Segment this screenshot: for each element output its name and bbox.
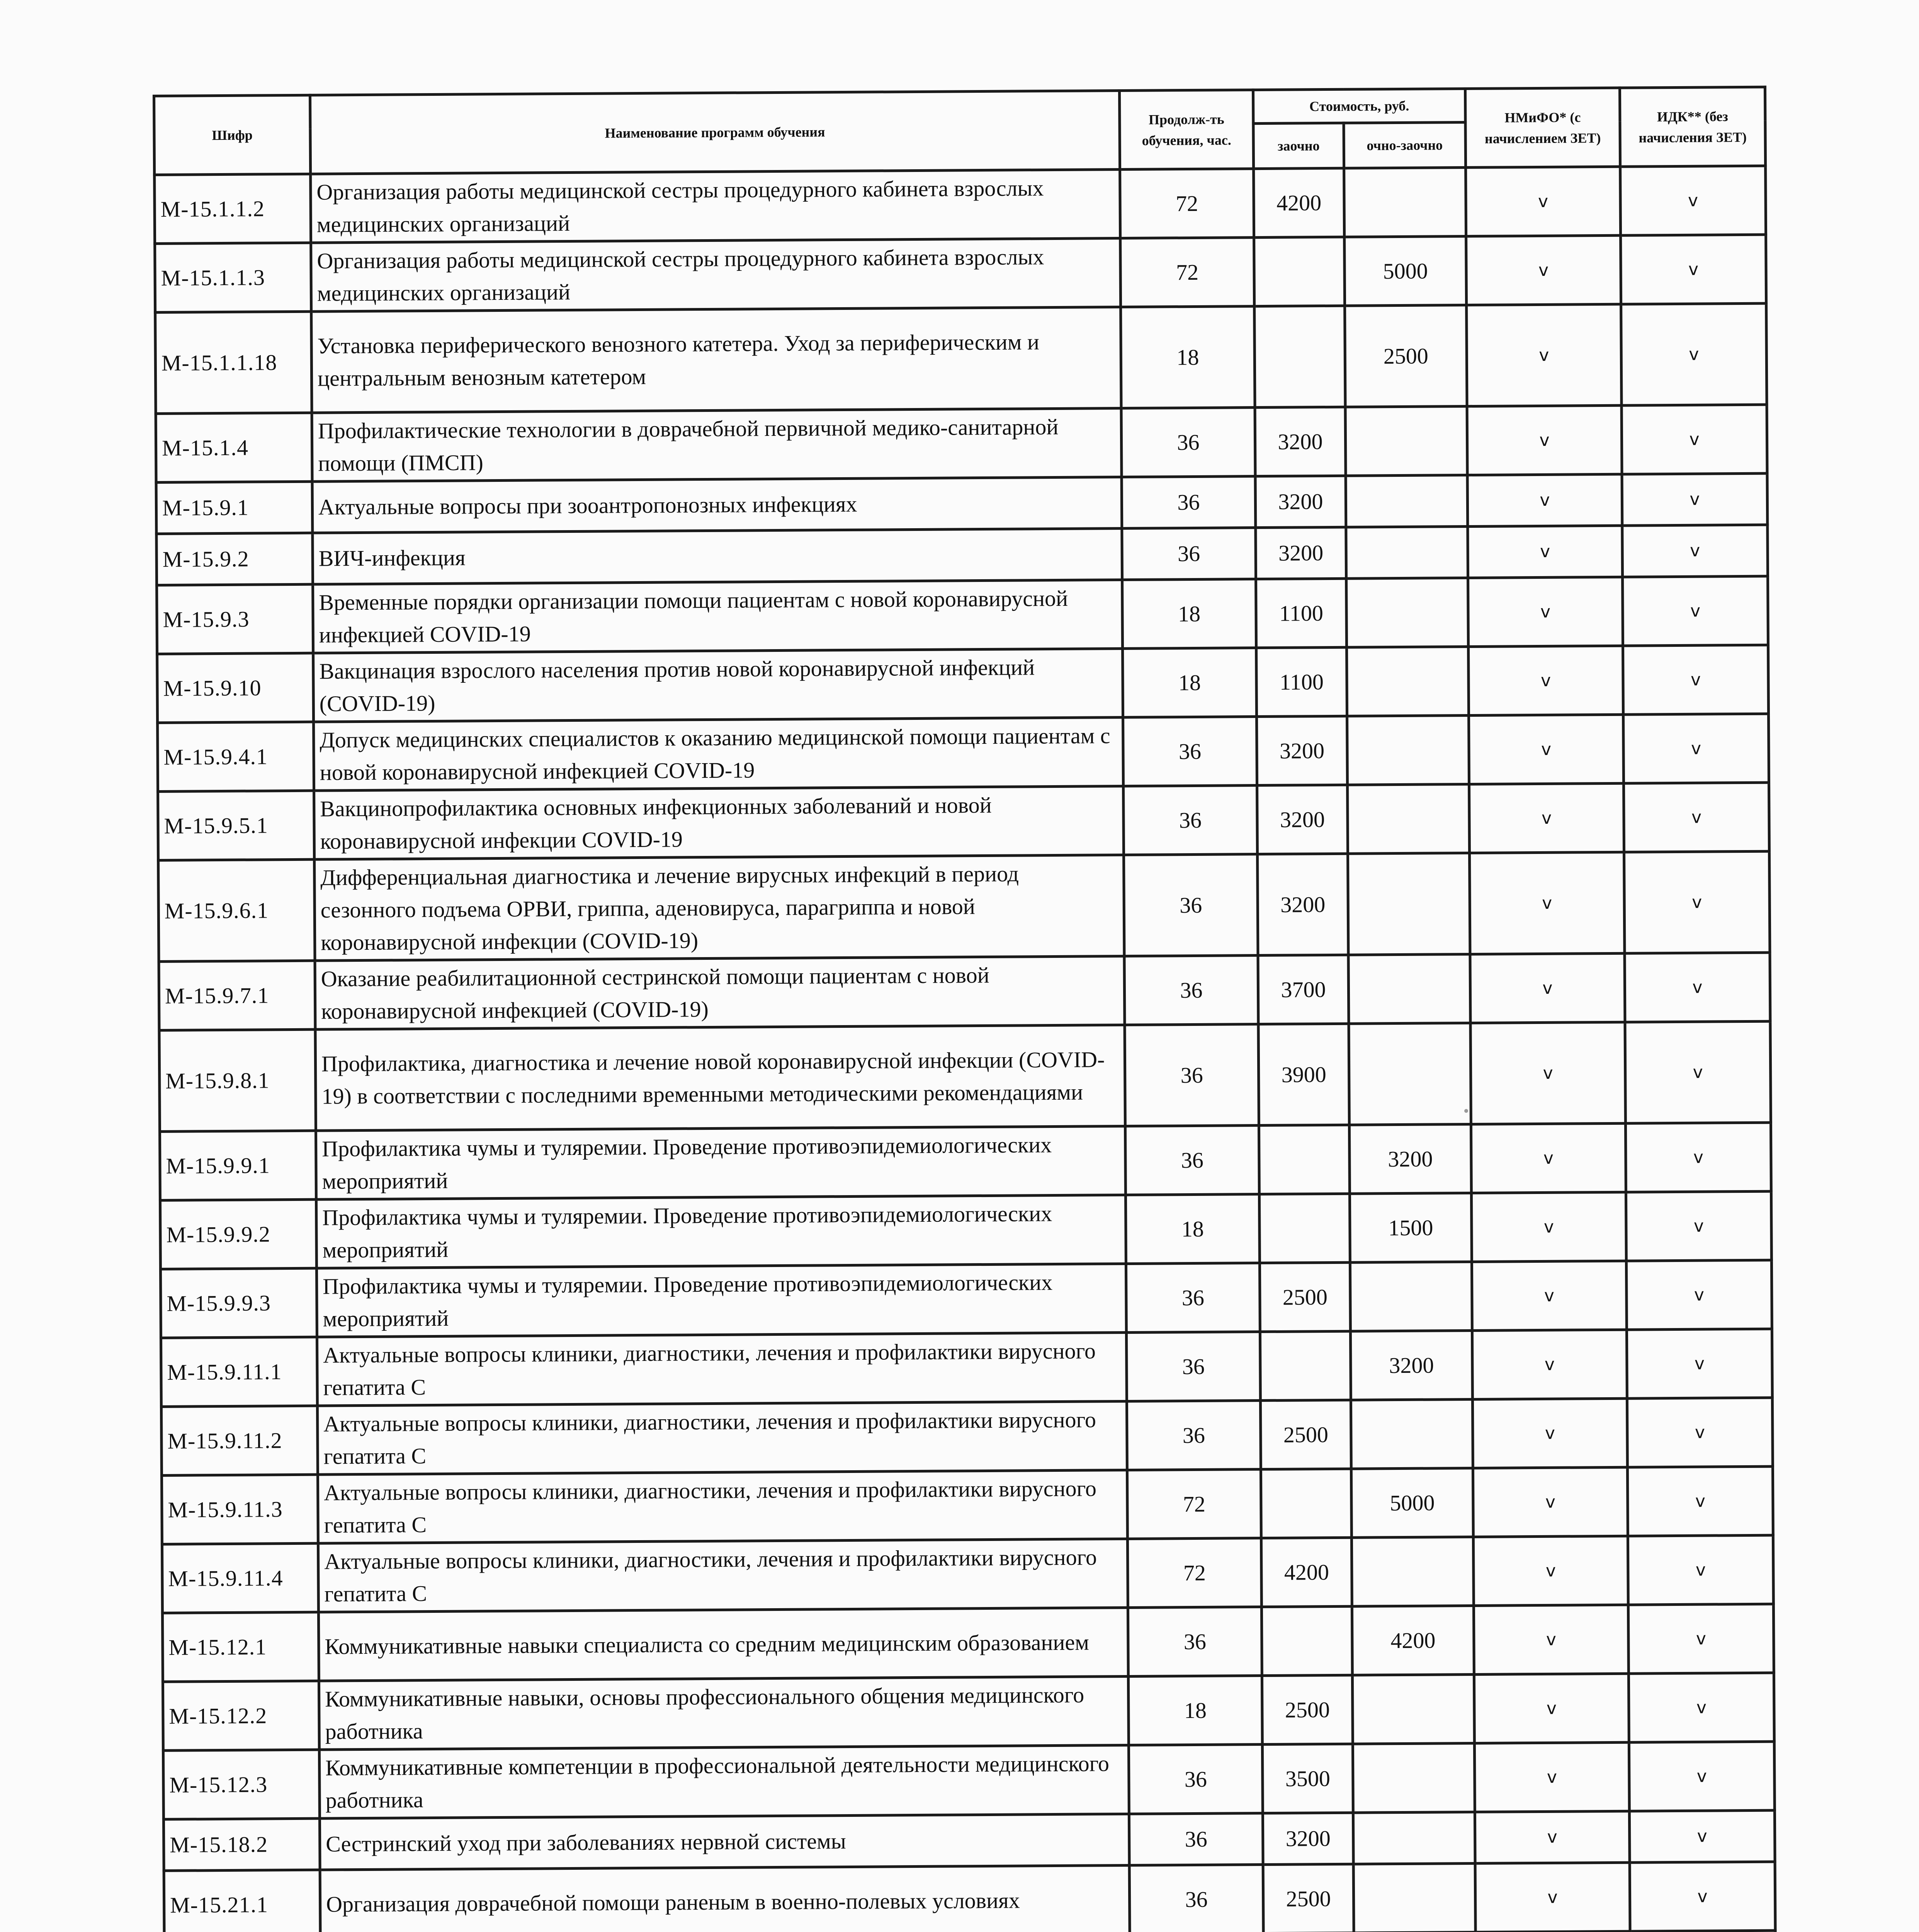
program-name-cell: Актуальные вопросы клиники, диагностики, лечения и профилактики вирусного гепатита С [318,1470,1127,1543]
idk-check-cell: v [1628,1604,1774,1673]
idk-check-cell: v [1628,1535,1773,1605]
program-code-cell: М-15.18.2 [163,1818,320,1871]
cost-distance-cell: 3900 [1258,1024,1349,1125]
program-name-cell: Профилактика, диагностика и лечение новой коронавирусной инфекции (COVID-19) в соответствии с последними временными методическими рекомендациями [315,1025,1125,1131]
nmifo-check-cell: v [1470,1022,1625,1124]
scan-speck [1464,1109,1468,1113]
duration-cell: 18 [1125,1194,1260,1264]
nmifo-check-cell: v [1471,1123,1626,1193]
duration-cell: 18 [1122,579,1256,649]
idk-check-cell: v [1625,1021,1771,1123]
cost-mixed-cell [1348,954,1470,1024]
cost-distance-cell: 4200 [1261,1537,1352,1607]
program-name-cell: Коммуникативные навыки, основы профессионального общения медицинского работника [319,1676,1129,1750]
idk-check-cell: v [1625,1122,1771,1192]
program-name-cell: Профилактика чумы и туляремии. Проведение противоэпидемиологических мероприятий [316,1264,1126,1337]
cost-mixed-cell [1352,1674,1474,1744]
program-code-cell: М-15.12.3 [163,1750,320,1819]
nmifo-check-cell: v [1473,1536,1628,1605]
cost-distance-cell: 4200 [1254,168,1344,237]
cost-distance-cell: 2500 [1263,1864,1354,1932]
header-cost-mixed: очно-заочно [1344,122,1466,168]
program-code-cell: М-15.9.5.1 [158,791,314,860]
program-code-cell: М-15.9.10 [157,653,314,723]
program-name-cell: Актуальные вопросы при зооантропонозных инфекциях [312,477,1122,533]
program-code-cell: М-15.1.4 [156,413,312,482]
cost-mixed-cell [1351,1399,1473,1469]
program-code-cell: М-15.21.1 [164,1870,320,1932]
table-row [162,1535,1773,1613]
table-row [163,1742,1775,1819]
nmifo-check-cell: v [1474,1673,1629,1743]
table-header [154,87,1766,175]
idk-check-cell: v [1628,1673,1774,1742]
duration-cell: 36 [1128,1607,1262,1677]
program-code-cell: М-15.12.2 [163,1681,319,1750]
idk-check-cell: v [1627,1466,1773,1536]
table-row [160,1191,1771,1269]
nmifo-check-cell: v [1467,474,1622,526]
cost-mixed-cell [1353,1812,1475,1864]
program-table [153,86,1781,1932]
cost-mixed-cell [1348,784,1470,854]
program-code-cell: М-15.1.1.3 [155,243,311,312]
cost-mixed-cell [1349,1023,1471,1125]
cost-distance-cell [1254,237,1345,306]
cost-distance-cell: 1100 [1256,578,1347,648]
duration-cell: 36 [1125,1126,1259,1195]
idk-check-cell: v [1626,1191,1771,1261]
table-row [155,303,1767,413]
cost-distance-cell [1261,1606,1352,1675]
cost-mixed-cell [1345,406,1467,476]
table-row [155,166,1766,243]
table-row [158,851,1770,961]
program-code-cell: М-15.9.4.1 [158,722,314,791]
cost-distance-cell: 3200 [1257,785,1348,854]
cost-mixed-cell [1346,527,1468,579]
table-row [163,1673,1774,1750]
program-name-cell: Организация доврачебной помощи раненым в военно-полевых условиях [320,1865,1130,1932]
duration-cell: 72 [1127,1538,1261,1608]
cost-distance-cell: 2500 [1260,1400,1351,1469]
header-code: Шифр [154,95,311,175]
program-name-cell: Профилактика чумы и туляремии. Проведение противоэпидемиологических мероприятий [316,1195,1126,1268]
header-cost: Стоимость, руб. [1253,89,1465,124]
program-code-cell: М-15.9.3 [157,584,313,654]
header-name: Наименование программ обучения [310,91,1120,174]
program-name-cell: Оказание реабилитационной сестринской помощи пациентам с новой коронавирусной инфекцией (COVID-19) [315,956,1125,1029]
duration-cell: 36 [1124,956,1258,1025]
idk-check-cell: v [1623,576,1768,646]
cost-mixed-cell [1350,1262,1472,1331]
cost-distance-cell: 3700 [1258,955,1349,1024]
cost-distance-cell: 2500 [1260,1262,1350,1332]
cost-mixed-cell: 5000 [1344,236,1467,306]
program-name-cell: Профилактические технологии в доврачебной первичной медико-санитарной помощи (ПМСП) [312,408,1122,482]
cost-distance-cell: 2500 [1262,1675,1353,1744]
program-name-cell: Организация работы медицинской сестры процедурного кабинета взрослых медицинских организаций [311,238,1121,312]
idk-check-cell: v [1627,1398,1773,1467]
program-code-cell: М-15.9.8.1 [159,1029,316,1131]
cost-distance-cell [1259,1125,1350,1194]
program-code-cell: М-15.9.11.2 [161,1406,318,1475]
table-row [161,1466,1773,1544]
cost-mixed-cell [1344,168,1466,237]
program-name-cell: Вакцинация взрослого населения против новой коронавирусной инфекций (COVID-19) [313,649,1123,722]
nmifo-check-cell: v [1468,577,1623,646]
duration-cell: 36 [1122,528,1256,580]
idk-check-cell: v [1625,952,1770,1022]
cost-mixed-cell [1346,475,1468,527]
nmifo-check-cell: v [1469,646,1623,715]
table-row [162,1604,1774,1682]
program-code-cell: М-15.9.9.2 [160,1199,316,1269]
cost-distance-cell: 1100 [1256,647,1347,716]
table-row [164,1862,1775,1932]
duration-cell: 72 [1120,238,1254,307]
idk-check-cell: v [1626,1260,1772,1330]
program-name-cell: Коммуникативные навыки специалиста со средним медицинским образованием [318,1607,1128,1681]
program-code-cell: М-15.9.11.4 [162,1543,318,1613]
cost-distance-cell: 3200 [1263,1813,1353,1864]
table-row [158,782,1769,860]
cost-mixed-cell: 1500 [1350,1193,1472,1262]
idk-check-cell: v [1622,405,1767,474]
cost-distance-cell [1254,306,1345,407]
program-code-cell: М-15.9.11.3 [161,1475,318,1544]
nmifo-check-cell: v [1474,1742,1629,1812]
duration-cell: 36 [1124,854,1258,956]
idk-check-cell: v [1629,1742,1775,1811]
program-name-cell: Организация работы медицинской сестры процедурного кабинета взрослых медицинских организаций [311,170,1120,243]
program-code-cell: М-15.9.2 [156,533,313,585]
table-row [156,473,1768,534]
cost-mixed-cell [1347,715,1469,785]
program-code-cell: М-15.9.9.1 [160,1131,316,1200]
program-code-cell: М-15.9.6.1 [158,859,315,961]
nmifo-check-cell: v [1473,1467,1628,1537]
nmifo-check-cell: v [1467,304,1622,406]
cost-distance-cell: 3200 [1258,854,1348,955]
program-code-cell: М-15.9.7.1 [159,961,315,1030]
program-name-cell: Актуальные вопросы клиники, диагностики, лечения и профилактики вирусного гепатита С [318,1539,1128,1612]
cost-mixed-cell [1346,578,1469,648]
idk-check-cell: v [1621,235,1766,304]
duration-cell: 18 [1123,648,1257,718]
idk-check-cell: v [1630,1862,1775,1931]
table-row [159,952,1770,1030]
cost-distance-cell: 3200 [1255,476,1346,527]
table-row [161,1329,1772,1406]
cost-distance-cell [1259,1194,1350,1263]
program-name-cell: Установка периферического венозного катетера. Уход за периферическим и центральным венозным катетером [311,307,1121,413]
cost-mixed-cell [1353,1863,1475,1932]
program-name-cell: Профилактика чумы и туляремии. Проведение противоэпидемиологических мероприятий [316,1126,1125,1199]
nmifo-check-cell: v [1466,235,1621,305]
idk-check-cell: v [1629,1810,1775,1862]
nmifo-check-cell: v [1475,1811,1630,1863]
cost-distance-cell: 3200 [1257,716,1348,785]
duration-cell: 36 [1123,717,1257,786]
nmifo-check-cell: v [1468,526,1623,578]
duration-cell: 36 [1121,408,1255,477]
duration-cell: 36 [1126,1263,1260,1333]
cost-mixed-cell: 2500 [1345,305,1467,407]
header-nmifo: НМиФО* (с начислением ЗЕТ) [1465,88,1620,167]
table-row [159,1021,1771,1131]
duration-cell: 36 [1127,1401,1261,1470]
table-row [156,525,1768,585]
cost-distance-cell: 3500 [1262,1744,1353,1813]
cost-mixed-cell [1353,1743,1475,1813]
duration-cell: 18 [1121,306,1255,408]
program-name-cell: Коммуникативные компетенции в профессиональной деятельности медицинского работника [319,1745,1129,1818]
idk-check-cell: v [1623,645,1769,714]
cost-mixed-cell [1351,1537,1474,1606]
duration-cell: 72 [1127,1469,1261,1539]
duration-cell: 36 [1129,1745,1263,1814]
duration-cell: 36 [1125,1024,1259,1126]
program-name-cell: Временные порядки организации помощи пациентам с новой коронавирусной инфекцией COVID-19 [313,580,1123,653]
table-row [156,405,1767,482]
table-row [155,235,1766,312]
duration-cell: 36 [1122,476,1256,529]
nmifo-check-cell: v [1466,167,1621,236]
program-code-cell: М-15.1.1.18 [155,311,312,413]
idk-check-cell: v [1624,782,1769,852]
program-name-cell: Актуальные вопросы клиники, диагностики, лечения и профилактики вирусного гепатита С [317,1401,1127,1475]
table-row [163,1810,1775,1871]
idk-check-cell: v [1624,851,1770,953]
program-name-cell: Сестринский уход при заболеваниях нервной системы [320,1814,1129,1870]
header-duration: Продолж-ть обучения, час. [1119,90,1253,170]
program-name-cell: ВИЧ-инфекция [313,529,1122,585]
nmifo-check-cell: v [1467,405,1622,475]
program-table-sheet [153,86,1778,1932]
cost-mixed-cell: 3200 [1350,1330,1472,1400]
program-code-cell: М-15.9.11.1 [161,1337,317,1406]
program-code-cell: М-15.12.1 [162,1612,319,1682]
cost-mixed-cell: 4200 [1352,1605,1474,1675]
cost-mixed-cell: 3200 [1349,1124,1471,1194]
idk-check-cell: v [1622,473,1768,526]
cost-distance-cell: 3200 [1256,527,1346,579]
program-code-cell: М-15.9.1 [156,481,313,534]
program-name-cell: Допуск медицинских специалистов к оказанию медицинской помощи пациентам с новой коронавирусной инфекцией COVID-19 [314,717,1124,791]
idk-check-cell: v [1620,166,1766,235]
table-row [157,576,1768,654]
nmifo-check-cell: v [1472,1330,1627,1399]
table-body [155,166,1779,1932]
program-name-cell: Актуальные вопросы клиники, диагностики, лечения и профилактики вирусного гепатита С [317,1332,1127,1406]
program-code-cell: М-15.9.9.3 [160,1268,317,1338]
table-row [160,1260,1772,1338]
cost-distance-cell [1260,1331,1351,1400]
nmifo-check-cell: v [1472,1261,1627,1330]
program-code-cell: М-15.1.1.2 [155,174,311,243]
header-cost-distance: заочно [1253,123,1344,168]
duration-cell: 36 [1129,1865,1263,1932]
cost-distance-cell [1261,1469,1351,1538]
nmifo-check-cell: v [1471,1192,1626,1262]
cost-distance-cell: 3200 [1255,407,1346,476]
nmifo-check-cell: v [1470,852,1625,954]
cost-mixed-cell [1348,853,1470,955]
duration-cell: 36 [1126,1332,1260,1401]
nmifo-check-cell: v [1470,953,1625,1023]
cost-mixed-cell [1347,647,1469,716]
duration-cell: 36 [1124,786,1258,855]
idk-check-cell: v [1622,525,1768,577]
program-name-cell: Вакцинопрофилактика основных инфекционных заболеваний и новой коронавирусной инфекции COVID-19 [314,786,1124,859]
idk-check-cell: v [1623,714,1769,783]
nmifo-check-cell: v [1469,783,1624,853]
table-row [158,714,1769,791]
nmifo-check-cell: v [1469,714,1624,784]
table-row [160,1122,1771,1200]
duration-cell: 18 [1128,1676,1262,1745]
header-idk: ИДК** (без начисления ЗЕТ) [1620,87,1765,167]
program-name-cell: Дифференциальная диагностика и лечение вирусных инфекций в период сезонного подъема ОРВИ, гриппа, аденовируса, парагриппа и новой коронавирусной инфекции (COVID-19) [314,855,1124,961]
duration-cell: 72 [1120,169,1254,238]
cost-mixed-cell: 5000 [1351,1468,1473,1537]
nmifo-check-cell: v [1474,1605,1628,1674]
table-row [157,645,1769,723]
table-row [161,1398,1773,1475]
nmifo-check-cell: v [1475,1862,1630,1932]
idk-check-cell: v [1621,303,1767,405]
duration-cell: 36 [1129,1813,1263,1866]
nmifo-check-cell: v [1472,1398,1627,1468]
idk-check-cell: v [1627,1329,1772,1398]
